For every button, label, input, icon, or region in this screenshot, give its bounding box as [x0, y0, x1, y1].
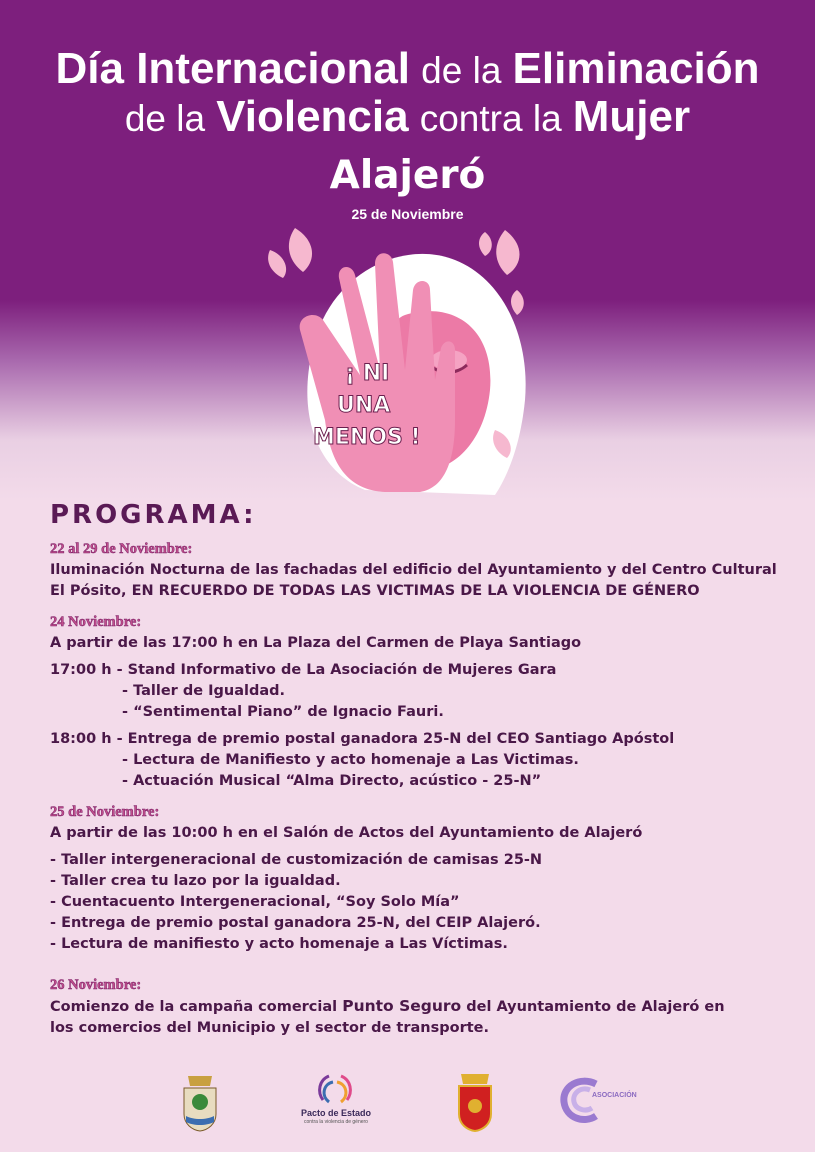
leaf-decoration — [268, 250, 286, 278]
program-line: - Actuación Musical “Alma Directo, acústico - 25-N” — [122, 773, 542, 789]
program-line: - Cuentacuento Intergeneracional, “Soy Solo Mía” — [50, 894, 460, 910]
title-part: Día Internacional — [55, 44, 411, 93]
title-part: Mujer — [572, 91, 691, 141]
program-line: - Taller crea tu lazo por la igualdad. — [50, 873, 341, 889]
sponsor-logos — [0, 1070, 815, 1140]
hand-woman-illustration — [255, 220, 555, 500]
program-line: - Lectura de Manifiesto y acto homenaje a Las Victimas. — [122, 752, 579, 768]
program-line: - “Sentimental Piano” de Ignacio Fauri. — [122, 704, 444, 720]
asociacion-label: ASOCIACIÓN — [592, 1092, 637, 1099]
cabildo-shield-icon — [455, 1072, 495, 1132]
programa-content — [50, 540, 795, 1038]
title-part: de la — [421, 50, 502, 91]
program-line: 17:00 h - Stand Informativo de La Asociación de Mujeres Gara — [50, 662, 557, 678]
program-line: A partir de las 17:00 h en La Plaza del Carmen de Playa Santiago — [50, 635, 582, 651]
leaf-decoration — [511, 290, 524, 315]
program-line: los comercios del Municipio y el sector de transporte. — [50, 1020, 490, 1036]
asociacion-logo-icon — [560, 1076, 604, 1126]
section-title: 24 Noviembre: — [50, 614, 142, 630]
event-date: 25 de Noviembre — [351, 206, 464, 222]
slogan-line: ¡ NI — [345, 361, 390, 386]
section-title: 26 Noviembre: — [50, 977, 142, 993]
program-text: del Ayuntamiento de Alajeró en — [466, 999, 725, 1015]
title-part: contra la — [419, 97, 562, 139]
program-line: Iluminación Nocturna de las fachadas del edificio del Ayuntamiento y del Centro Cultural — [50, 562, 777, 578]
pacto-label: Pacto de Estado — [300, 1108, 372, 1118]
slogan-line: MENOS ! — [313, 425, 421, 450]
programa-heading: PROGRAMA: — [50, 500, 257, 530]
place-name: Alajeró — [329, 153, 486, 198]
program-line: - Lectura de manifiesto y acto homenaje a Las Víctimas. — [50, 936, 508, 952]
program-line: A partir de las 10:00 h en el Salón de Actos del Ayuntamiento de Alajeró — [50, 825, 643, 841]
alajero-coat-of-arms-icon — [180, 1074, 220, 1132]
section-title: 25 de Noviembre: — [50, 804, 160, 820]
leaf-decoration — [496, 230, 519, 275]
section-title: 22 al 29 de Noviembre: — [50, 541, 193, 557]
program-line: - Taller de Igualdad. — [122, 683, 286, 699]
leaf-decoration — [289, 228, 312, 272]
program-line — [50, 997, 795, 1017]
title-part: Eliminación — [512, 44, 760, 93]
title-part: Violencia — [216, 91, 409, 141]
program-line: El Pósito, EN RECUERDO DE TODAS LAS VICTIMAS DE LA VIOLENCIA DE GÉNERO — [50, 583, 700, 599]
punto-seguro-label: Punto Seguro — [342, 997, 462, 1015]
pacto-sub-label: contra la violencia de género — [304, 1119, 368, 1125]
program-line: - Entrega de premio postal ganadora 25-N, del CEIP Alajeró. — [50, 915, 541, 931]
program-line: - Taller intergeneracional de customización de camisas 25-N — [50, 852, 543, 868]
program-text: Comienzo de la campaña comercial — [50, 999, 338, 1015]
slogan-line: UNA — [337, 393, 391, 418]
poster-title — [0, 45, 815, 140]
program-line: 18:00 h - Entrega de premio postal ganadora 25-N del CEO Santiago Apóstol — [50, 731, 675, 747]
leaf-decoration — [479, 232, 492, 256]
title-part: de la — [124, 97, 206, 139]
pacto-de-estado-icon — [315, 1072, 355, 1106]
